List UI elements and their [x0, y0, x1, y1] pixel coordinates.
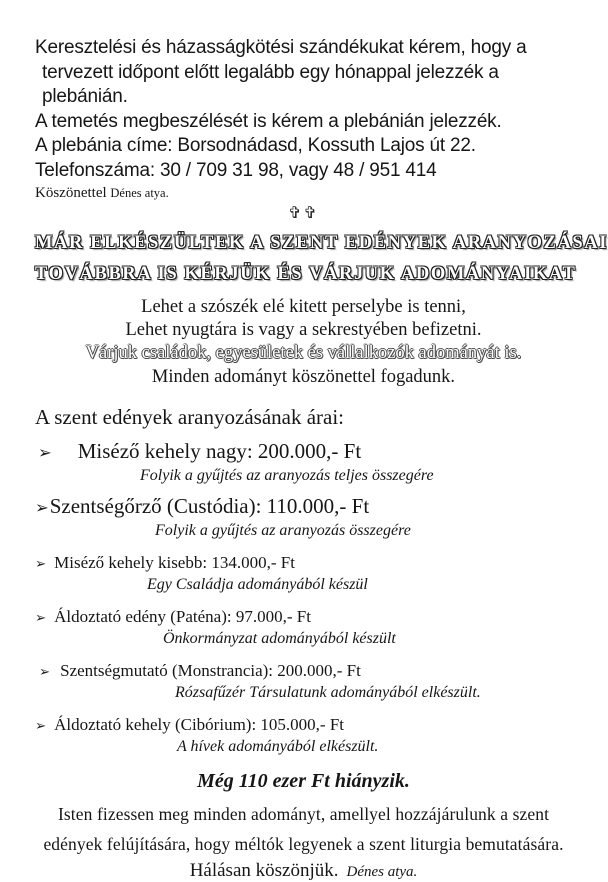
- closing-line: Isten fizessen meg minden adományt, amellyel hozzájárulunk a szent: [57, 803, 550, 824]
- item-note: Önkormányzat adományából készült: [163, 629, 396, 647]
- item-note: Folyik a gyűjtés az aranyozás teljes összegére: [140, 466, 434, 484]
- price-list-item: [35, 439, 572, 485]
- arrow-bullet-icon: ➢: [38, 442, 52, 462]
- cross-icons: ✞✞: [288, 203, 319, 222]
- announcement-headline-2: TOVÁBBRA IS KÉRJÜK ÉS VÁRJUK ADOMÁNYAIKAT: [35, 264, 577, 284]
- remaining-amount-line: Még 110 ezer Ft hiányzik.: [197, 769, 410, 792]
- arrow-bullet-icon: ➢: [35, 556, 47, 572]
- price-list-item: [35, 715, 572, 756]
- closing-paragraph: [35, 799, 572, 859]
- intro-signature: [35, 185, 572, 202]
- donation-info-line: Lehet a szószék elé kitett perselybe is tenni,: [141, 297, 466, 317]
- item-note: Rózsafűzér Társulatunk adományából elkészült.: [175, 683, 481, 701]
- price-list-item: [35, 607, 572, 648]
- donation-info-line: Minden adományt köszönettel fogadunk.: [151, 366, 456, 387]
- item-label: Szentségmutató (Monstrancia): 200.000,- Ft: [60, 660, 361, 680]
- announcement-headline-1: MÁR ELKÉSZÜLTEK A SZENT EDÉNYEK ARANYOZÁSAI: [35, 233, 608, 253]
- item-label: Miséző kehely nagy: 200.000,- Ft: [77, 438, 362, 463]
- item-label: Áldoztató kehely (Cibórium): 105.000,- Ft: [54, 714, 345, 734]
- priest-name: Dénes atya.: [110, 186, 169, 200]
- intro-line: A temetés megbeszélését is kérem a plebánián jelezzék.: [35, 110, 502, 132]
- item-label: Szentségőrző (Custódia): 110.000,- Ft: [49, 493, 370, 518]
- arrow-bullet-icon: ➢: [35, 610, 47, 626]
- item-label: Áldoztató edény (Paténa): 97.000,- Ft: [54, 606, 311, 626]
- intro-line: Keresztelési és házasságkötési szándékukat kérem, hogy a: [35, 37, 527, 58]
- parish-address-line: A plebánia címe: Borsodnádasd, Kossuth Lajos út 22.: [35, 135, 476, 156]
- item-label: Miséző kehely kisebb: 134.000,- Ft: [54, 552, 295, 572]
- signature-thanks: Köszönettel: [35, 185, 107, 201]
- price-list-item: [35, 553, 572, 594]
- closing-thanks: Hálásan köszönjük.: [189, 859, 339, 881]
- item-note: A hívek adományából elkészült.: [177, 737, 379, 755]
- price-list-item: [35, 661, 572, 702]
- donation-info-block: [35, 296, 572, 389]
- price-list-title: A szent edények aranyozásának árai:: [35, 404, 345, 429]
- intro-paragraph: [35, 36, 572, 183]
- intro-line: plebánián.: [42, 86, 128, 107]
- priest-name: Dénes atya.: [346, 863, 418, 880]
- item-note: Folyik a gyűjtés az aranyozás összegére: [155, 521, 411, 539]
- donation-info-line: Lehet nyugtára is vagy a sekrestyében befizetni.: [125, 320, 482, 341]
- arrow-bullet-icon: ➢: [39, 664, 51, 680]
- price-list-item: [35, 494, 572, 540]
- closing-signature: [35, 860, 572, 882]
- item-note: Egy Családja adományából készül: [147, 575, 368, 593]
- phone-number-line: Telefonszáma: 30 / 709 31 98, vagy 48 / 951 414: [35, 159, 437, 181]
- arrow-bullet-icon: ➢: [35, 497, 49, 517]
- closing-line: edények felújítására, hogy méltók legyenek a szent liturgia bemutatására.: [43, 833, 564, 854]
- arrow-bullet-icon: ➢: [35, 718, 47, 734]
- donation-info-line: Várjuk családok, egyesületek és vállalkozók adományát is.: [85, 343, 522, 364]
- intro-line: tervezett időpont előtt legalább egy hónappal jelezzék a: [42, 61, 499, 83]
